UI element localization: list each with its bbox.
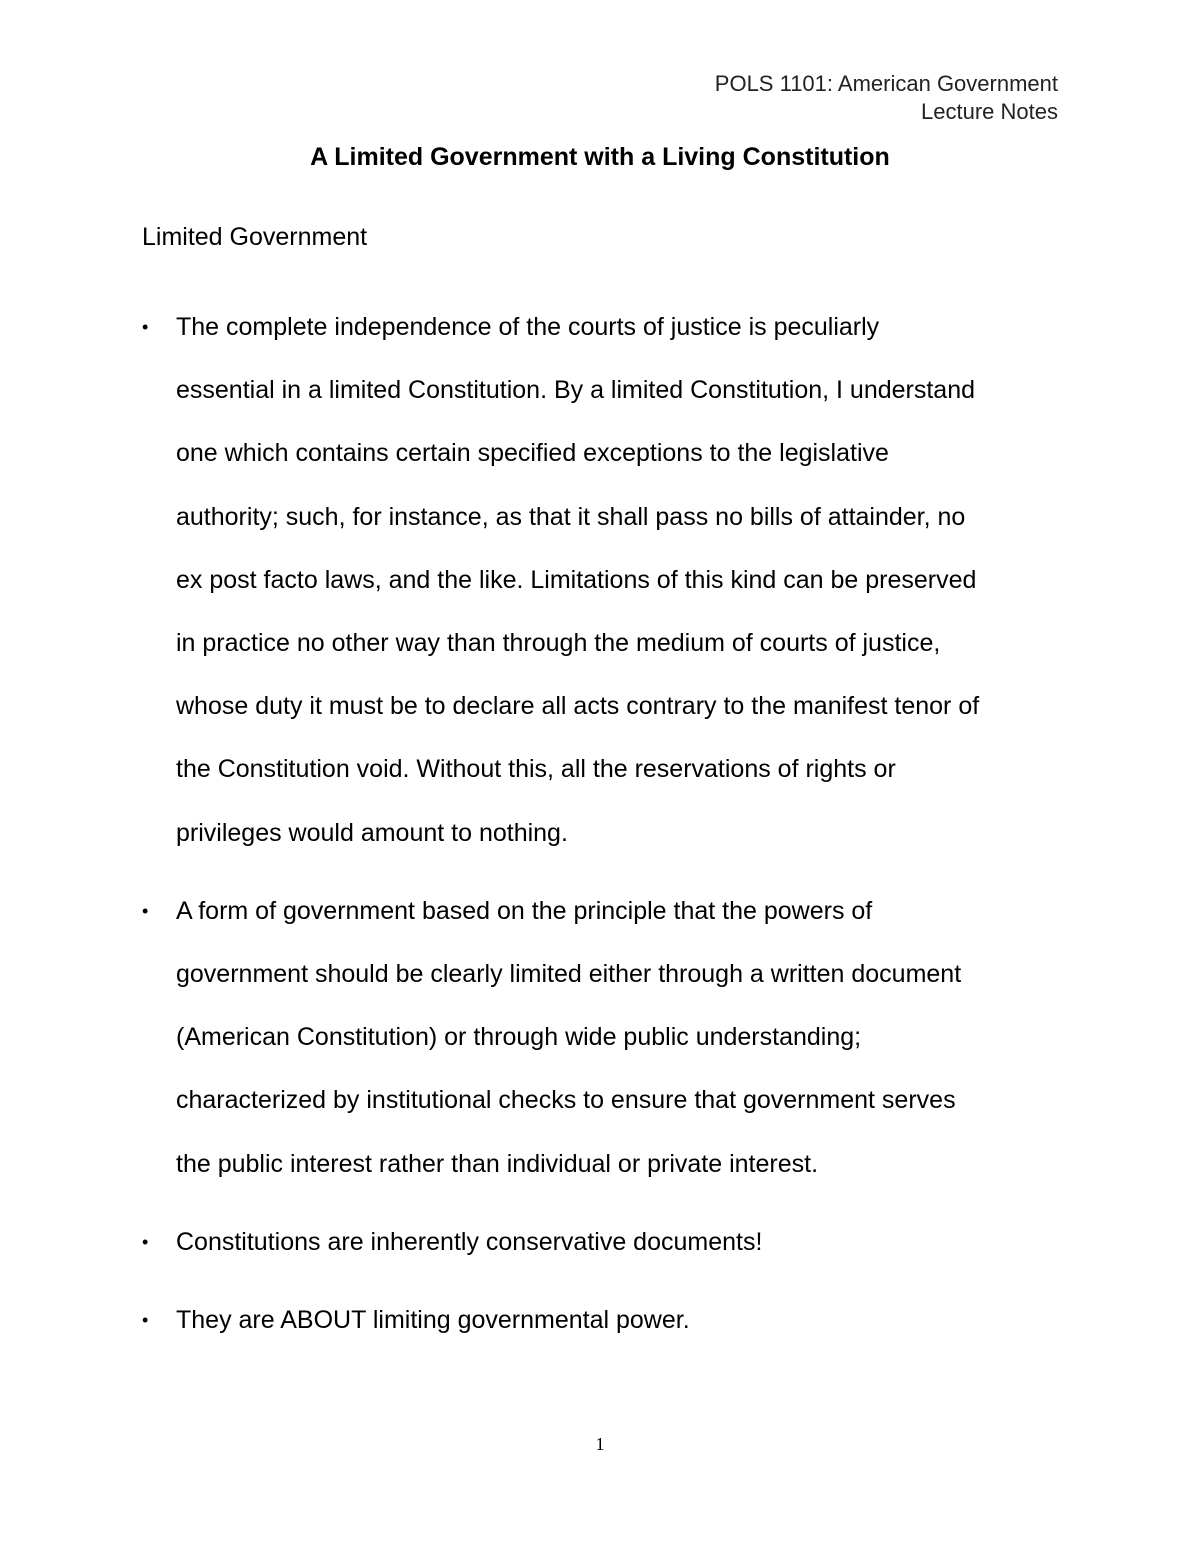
bullet-item-4 [142, 1289, 1062, 1352]
bullet-item-3 [142, 1211, 1062, 1274]
bullet-icon: • [142, 317, 149, 337]
bullet-item-1 [142, 296, 1062, 865]
text-line: in practice no other way than through the medium of courts of justice, [176, 629, 941, 658]
bullet-list [142, 296, 1062, 1367]
bullet-icon: • [142, 1231, 149, 1252]
text-line: They are ABOUT limiting governmental power. [176, 1306, 690, 1335]
header-subtitle: Lecture Notes [921, 99, 1058, 124]
text-line: ex post facto laws, and the like. Limitations of this kind can be preserved [176, 565, 977, 594]
text-line: Constitutions are inherently conservative documents! [176, 1227, 763, 1256]
text-line: essential in a limited Constitution. By a limited Constitution, I understand [176, 376, 976, 405]
bullet-icon: • [142, 900, 149, 921]
bullet-icon: • [142, 1310, 149, 1331]
text-line: whose duty it must be to declare all acts contrary to the manifest tenor of [176, 692, 980, 721]
text-line: one which contains certain specified exceptions to the legislative [176, 439, 889, 468]
text-line: privileges would amount to nothing. [176, 818, 568, 847]
page-number: 1 [595, 1434, 605, 1454]
text-line: authority; such, for instance, as that it shall pass no bills of attainder, no [176, 502, 966, 531]
document-title: A Limited Government with a Living Constitution [310, 143, 890, 171]
text-line: A form of government based on the principle that the powers of [176, 896, 873, 925]
text-line: (American Constitution) or through wide public understanding; [176, 1023, 862, 1052]
text-line: government should be clearly limited either through a written document [176, 960, 962, 989]
page-header [715, 70, 1058, 126]
text-line: characterized by institutional checks to ensure that government serves [176, 1086, 956, 1115]
text-line: The complete independence of the courts of justice is peculiarly [176, 313, 880, 341]
section-heading: Limited Government [142, 223, 368, 251]
text-line: the public interest rather than individual or private interest. [176, 1149, 819, 1178]
header-course-title: POLS 1101: American Government [714, 71, 1058, 96]
text-line: the Constitution void. Without this, all the reservations of rights or [176, 755, 896, 784]
bullet-item-2 [142, 880, 1062, 1196]
